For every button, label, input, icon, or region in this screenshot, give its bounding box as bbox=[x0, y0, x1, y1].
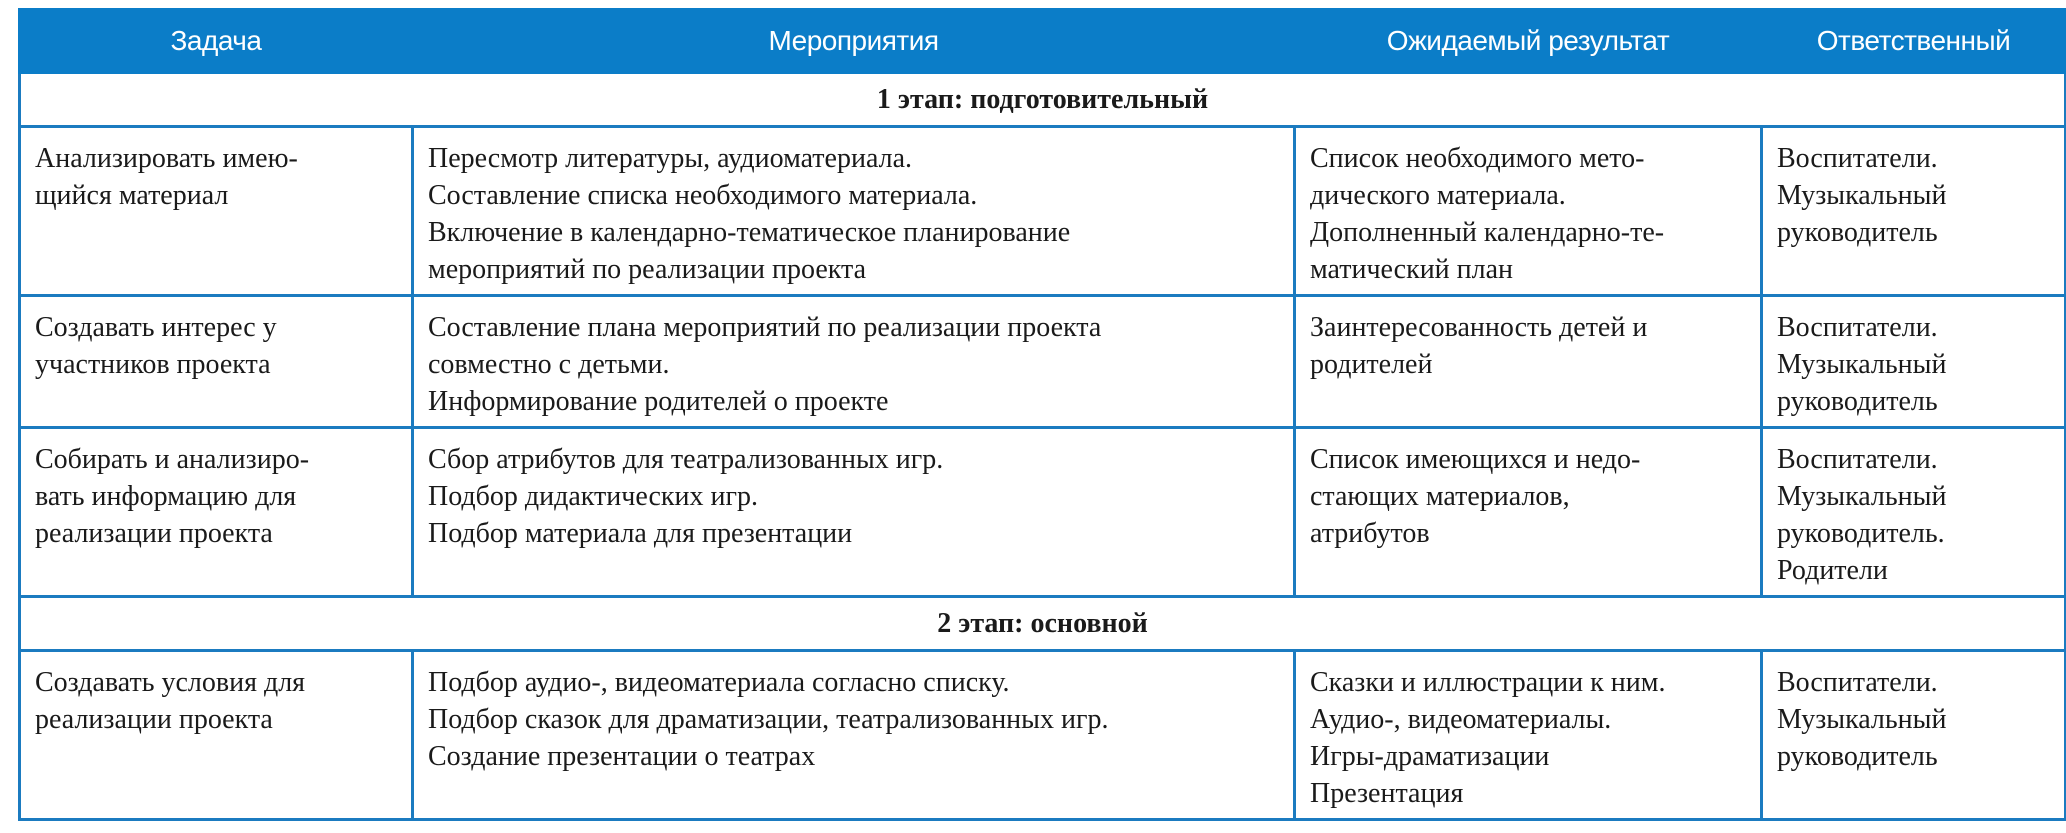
text-line: Музыкальный bbox=[1777, 180, 1947, 211]
text-line: руководитель bbox=[1777, 217, 1938, 248]
task-cell bbox=[20, 296, 413, 428]
text-line: Воспитатели. bbox=[1777, 667, 1938, 698]
text-line: Музыкальный bbox=[1777, 481, 1947, 512]
responsible-cell bbox=[1762, 651, 2066, 820]
text-line: Анализировать имею- bbox=[35, 143, 298, 174]
project-plan-table bbox=[18, 8, 2066, 821]
text-line: Сбор атрибутов для театрализованных игр. bbox=[428, 444, 944, 475]
text-line: Пересмотр литературы, аудиоматериала. bbox=[428, 143, 913, 174]
text-line: Воспитатели. bbox=[1777, 312, 1938, 343]
activities-cell bbox=[413, 127, 1295, 296]
task-cell bbox=[20, 127, 413, 296]
text-line: матический план bbox=[1310, 254, 1514, 285]
table-row bbox=[20, 127, 2066, 296]
text-line: Воспитатели. bbox=[1777, 143, 1938, 174]
text-line: Презентация bbox=[1310, 778, 1464, 809]
text-line: атрибутов bbox=[1310, 518, 1430, 549]
text-line: руководитель bbox=[1777, 386, 1938, 417]
text-line: Воспитатели. bbox=[1777, 444, 1938, 475]
text-line: Музыкальный bbox=[1777, 349, 1947, 380]
stage-row bbox=[20, 73, 2066, 127]
text-line: Сказки и иллюстрации к ним. bbox=[1310, 667, 1666, 698]
text-line: Информирование родителей о проекте bbox=[428, 386, 889, 417]
text-line: руководитель. bbox=[1777, 518, 1945, 549]
text-line: Включение в календарно-тематическое планирование bbox=[428, 217, 1071, 248]
text-line: реализации проекта bbox=[35, 704, 273, 735]
text-line: руководитель bbox=[1777, 741, 1938, 772]
text-line: мероприятий по реализации проекта bbox=[428, 254, 867, 285]
header-task: Задача bbox=[20, 10, 413, 73]
text-line: Заинтересованность детей и bbox=[1310, 312, 1648, 343]
text-line: Музыкальный bbox=[1777, 704, 1947, 735]
header-activities: Мероприятия bbox=[413, 10, 1295, 73]
task-cell bbox=[20, 651, 413, 820]
text-line: стающих материалов, bbox=[1310, 481, 1570, 512]
text-line: Создавать интерес у bbox=[35, 312, 277, 343]
text-line: Подбор аудио-, видеоматериала согласно списку. bbox=[428, 667, 1010, 698]
result-cell bbox=[1295, 651, 1762, 820]
text-line: участников проекта bbox=[35, 349, 271, 380]
text-line: щийся материал bbox=[35, 180, 229, 211]
stage-row bbox=[20, 597, 2066, 651]
header-expected-result: Ожидаемый результат bbox=[1295, 10, 1762, 73]
text-line: Подбор сказок для драматизации, театрализованных игр. bbox=[428, 704, 1109, 735]
responsible-cell bbox=[1762, 127, 2066, 296]
text-line: родителей bbox=[1310, 349, 1433, 380]
activities-cell bbox=[413, 428, 1295, 597]
text-line: Создание презентации о театрах bbox=[428, 741, 816, 772]
result-cell bbox=[1295, 296, 1762, 428]
text-line: Составление списка необходимого материала. bbox=[428, 180, 978, 211]
table-row bbox=[20, 428, 2066, 597]
result-cell bbox=[1295, 428, 1762, 597]
text-line: Список имеющихся и недо- bbox=[1310, 444, 1641, 475]
text-line: совместно с детьми. bbox=[428, 349, 670, 380]
text-line: Составление плана мероприятий по реализации проекта bbox=[428, 312, 1102, 343]
table-row bbox=[20, 296, 2066, 428]
text-line: Собирать и анализиро- bbox=[35, 444, 310, 475]
responsible-cell bbox=[1762, 428, 2066, 597]
text-line: Родители bbox=[1777, 555, 1888, 586]
text-line: Игры-драматизации bbox=[1310, 741, 1550, 772]
text-line: вать информацию для bbox=[35, 481, 297, 512]
header-row bbox=[20, 10, 2066, 73]
table-row bbox=[20, 651, 2066, 820]
header-responsible: Ответственный bbox=[1762, 10, 2066, 73]
text-line: Аудио-, видеоматериалы. bbox=[1310, 704, 1612, 735]
stage-title: 1 этап: подготовительный bbox=[20, 73, 2066, 127]
activities-cell bbox=[413, 651, 1295, 820]
result-cell bbox=[1295, 127, 1762, 296]
text-line: дического материала. bbox=[1310, 180, 1566, 211]
task-cell bbox=[20, 428, 413, 597]
stage-title: 2 этап: основной bbox=[20, 597, 2066, 651]
text-line: Подбор дидактических игр. bbox=[428, 481, 758, 512]
text-line: Список необходимого мето- bbox=[1310, 143, 1645, 174]
text-line: Создавать условия для bbox=[35, 667, 306, 698]
activities-cell bbox=[413, 296, 1295, 428]
responsible-cell bbox=[1762, 296, 2066, 428]
text-line: реализации проекта bbox=[35, 518, 273, 549]
text-line: Дополненный календарно-те- bbox=[1310, 217, 1665, 248]
text-line: Подбор материала для презентации bbox=[428, 518, 853, 549]
